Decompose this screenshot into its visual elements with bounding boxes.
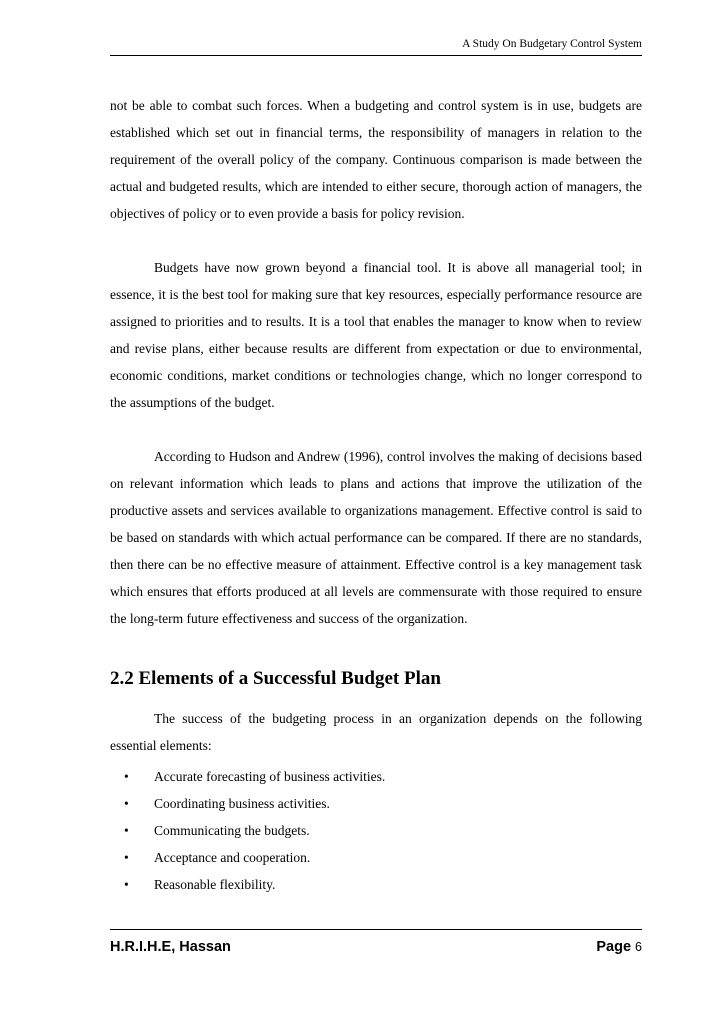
list-item [110, 871, 642, 898]
list-item [110, 844, 642, 871]
list-item-text: Acceptance and cooperation. [154, 850, 311, 865]
footer-divider [110, 929, 642, 930]
paragraph-budgets-managerial-tool: Budgets have now grown beyond a financial tool. It is above all managerial tool; in essence, it is the best tool for making sure that key resources, especially performance resource are assigned to priorities and to results. It is a tool that enables the manager to know when to review and revise plans, either because results are different from expectation or due to environmental, economic conditions, market conditions or technologies change, which no longer correspond to the assumptions of the budget. [110, 260, 642, 410]
header-divider [110, 55, 642, 56]
list-item [110, 817, 642, 844]
paragraph-continuation: not be able to combat such forces. When a budgeting and control system is in use, budgets are established which set out in financial terms, the responsibility of managers in relation to the requirement of the overall policy of the company. Continuous comparison is made between the actual and budgeted results, which are intended to either secure, thorough action of managers, the objectives of policy or to even provide a basis for policy revision. [110, 98, 642, 221]
list-item-text: Coordinating business activities. [154, 796, 330, 811]
header-title: A Study On Budgetary Control System [462, 38, 642, 50]
page-label: Page [596, 939, 632, 955]
running-header [110, 37, 642, 51]
list-item-text: Communicating the budgets. [154, 823, 310, 838]
page-body [110, 92, 642, 898]
bullet-icon: • [124, 796, 129, 811]
page-indicator [596, 938, 642, 956]
list-item [110, 763, 642, 790]
page-number: 6 [635, 940, 642, 954]
bullet-icon: • [124, 877, 129, 892]
section-intro: The success of the budgeting process in an organization depends on the following essential elements: [110, 711, 642, 753]
paragraph-control-definition: According to Hudson and Andrew (1996), control involves the making of decisions based on relevant information which leads to plans and actions that improve the utilization of the productive assets and services available to organizations management. Effective control is said to be based on standards with which actual performance can be compared. If there are no standards, then there can be no effective measure of attainment. Effective control is a key management task which ensures that efforts produced at all levels are commensurate with those required to ensure the long-term future effectiveness and success of the organization. [110, 449, 642, 626]
list-item-text: Reasonable flexibility. [154, 877, 276, 892]
bullet-icon: • [124, 823, 129, 838]
bullet-icon: • [124, 850, 129, 865]
footer-author: H.R.I.H.E, Hassan [110, 939, 231, 955]
list-item-text: Accurate forecasting of business activities. [154, 769, 386, 784]
section-heading: 2.2 Elements of a Successful Budget Plan [110, 668, 441, 689]
list-item [110, 790, 642, 817]
elements-list [110, 763, 642, 898]
bullet-icon: • [124, 769, 129, 784]
